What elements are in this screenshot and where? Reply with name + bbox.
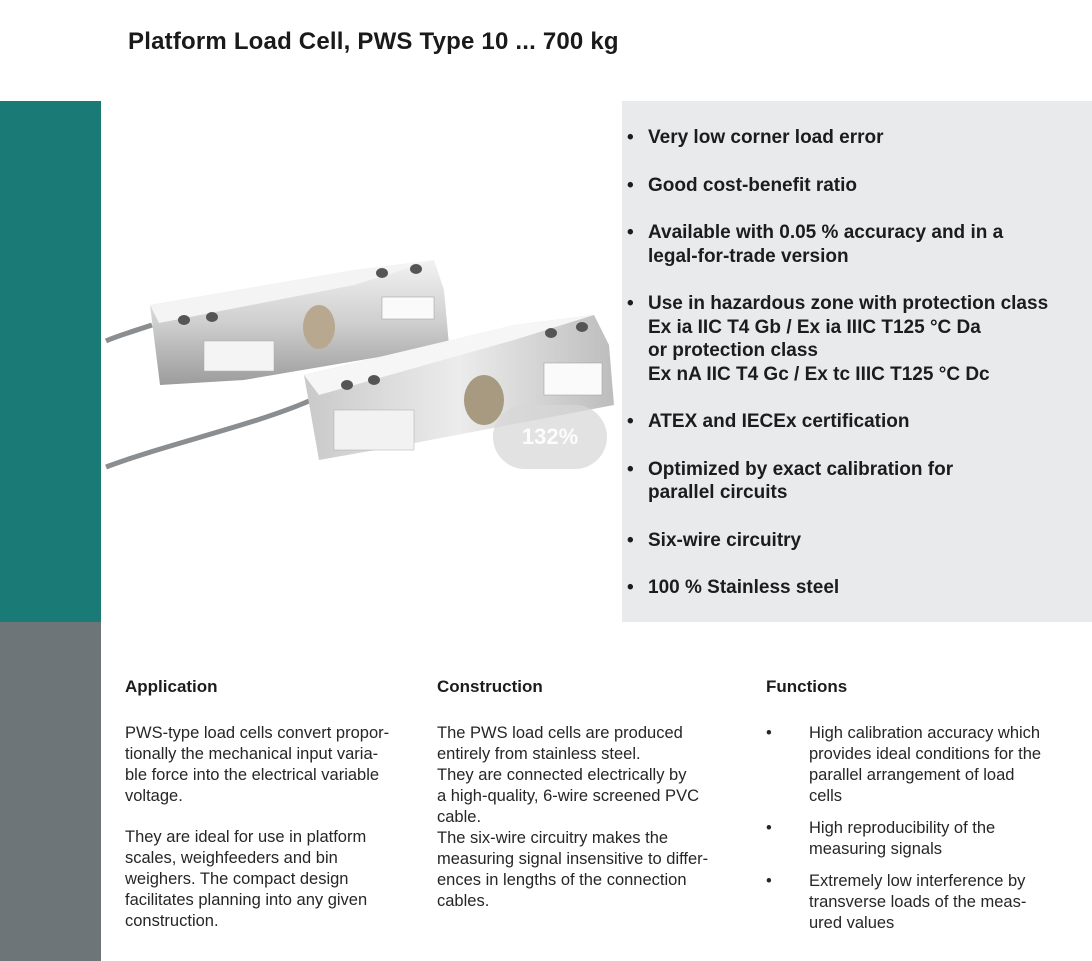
bullet-icon: • bbox=[627, 411, 634, 432]
bullet-icon: • bbox=[627, 577, 634, 598]
bullet-icon: • bbox=[627, 174, 634, 196]
bullet-icon: • bbox=[627, 127, 634, 148]
functions-section bbox=[766, 676, 1086, 945]
feature-item: • ATEX and IECEx certification bbox=[627, 411, 910, 432]
feature-panel bbox=[622, 101, 1092, 622]
feature-item: • 100 % Stainless steel bbox=[627, 577, 840, 598]
bullet-icon: • bbox=[627, 458, 634, 480]
functions-heading: Functions bbox=[766, 677, 848, 696]
feature-item: • Available with 0.05 % accuracy and in a legal-for-trade version bbox=[627, 222, 1004, 267]
construction-heading: Construction bbox=[437, 677, 543, 696]
bullet-icon: • bbox=[766, 724, 772, 742]
feature-item: • Optimized by exact calibration for parallel circuits bbox=[627, 458, 954, 503]
feature-item: • Six-wire circuitry bbox=[627, 529, 802, 551]
bullet-icon: • bbox=[766, 819, 772, 837]
bullet-icon: • bbox=[627, 529, 634, 551]
feature-item: • Use in hazardous zone with protection class Ex ia IIC T4 Gb / Ex ia IIIC T125 °C Da or protection class Ex nA IIC T4 Gc / Ex tc IIIC T125 °C Dc bbox=[627, 293, 1049, 385]
application-paragraph: PWS-type load cells convert propor- tionally the mechanical input varia- ble force into the electrical variable voltage. bbox=[125, 724, 390, 805]
function-item: • Extremely low interference by transverse loads of the meas- ured values bbox=[766, 872, 1027, 932]
page-title: Platform Load Cell, PWS Type 10 ... 700 kg bbox=[128, 28, 619, 55]
application-section bbox=[125, 676, 430, 952]
bullet-icon: • bbox=[766, 872, 772, 890]
gray-side-bar bbox=[0, 622, 101, 961]
bullet-icon: • bbox=[627, 222, 634, 243]
feature-list bbox=[622, 101, 1092, 600]
application-heading: Application bbox=[125, 677, 218, 696]
application-paragraph: They are ideal for use in platform scales, weighfeeders and bin weighers. The compact design facilitates planning into any given construction. bbox=[125, 828, 368, 930]
feature-item: • Very low corner load error bbox=[627, 127, 884, 148]
construction-section bbox=[437, 676, 752, 932]
construction-paragraph: The PWS load cells are produced entirely from stainless steel. They are connected electrically by a high-quality, 6-wire screened PVC cable. The six-wire circuitry makes the measuring signal insensitive to differ- ences in lengths of the connection cables. bbox=[437, 724, 709, 910]
feature-item: • Good cost-benefit ratio bbox=[627, 174, 857, 196]
bullet-icon: • bbox=[627, 293, 634, 314]
function-item: • High calibration accuracy which provides ideal conditions for the parallel arrangement of load cells bbox=[766, 724, 1042, 805]
function-item: • High reproducibility of the measuring signals bbox=[766, 819, 996, 858]
zoom-level-badge: 132% bbox=[493, 405, 607, 469]
teal-side-bar bbox=[0, 101, 101, 622]
